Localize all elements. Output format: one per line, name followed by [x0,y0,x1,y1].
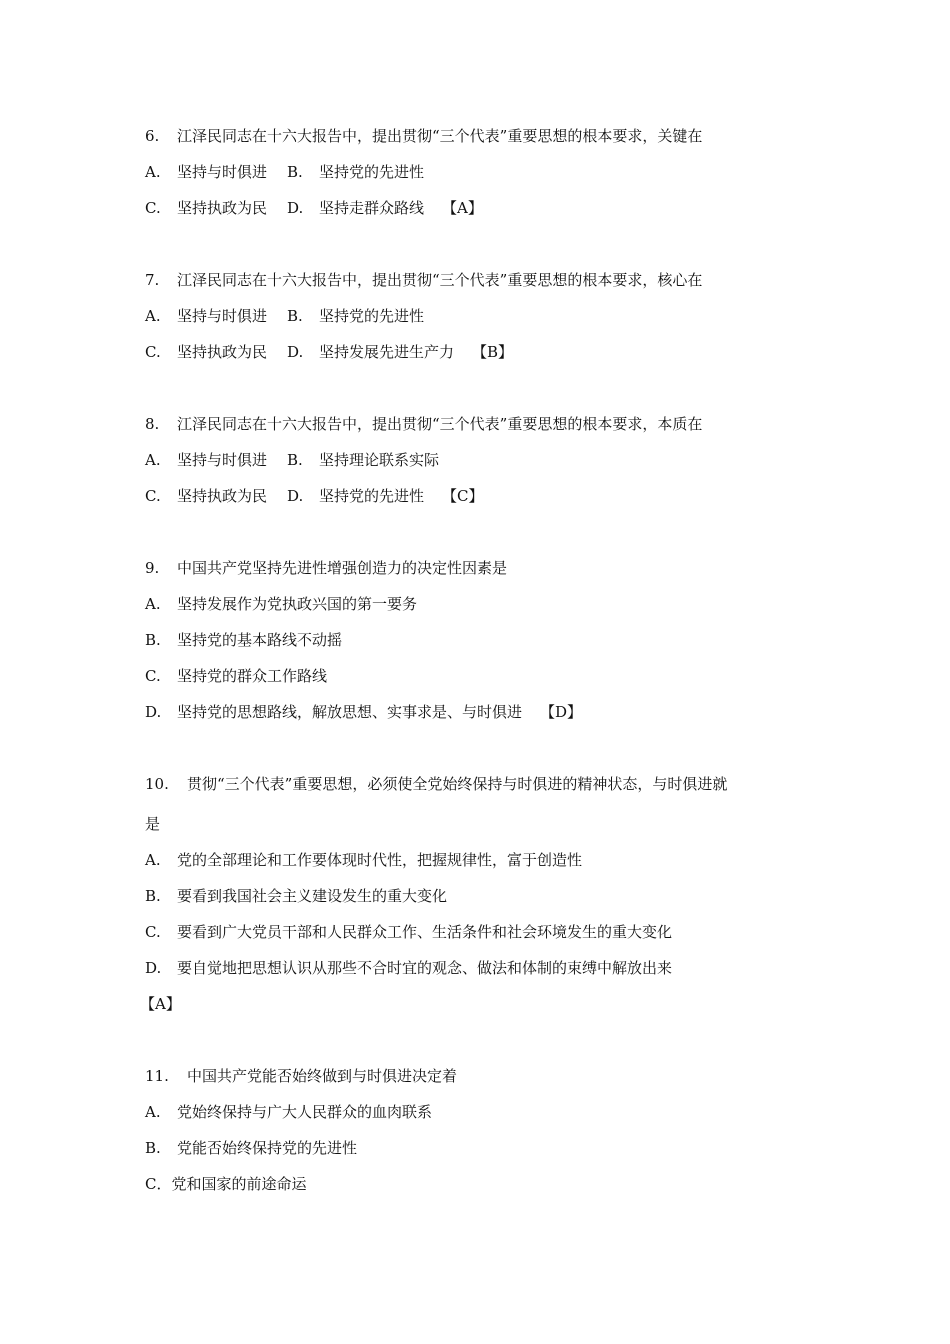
question-7-options-ab: A. 坚持与时俱进 B. 坚持党的先进性 [145,307,425,325]
question-7-stem: 7. 江泽民同志在十六大报告中，提出贯彻“三个代表”重要思想的根本要求，核心在 [145,271,703,289]
question-11-option-b: B. 党能否始终保持党的先进性 [145,1139,358,1157]
question-8-options-cd: C. 坚持执政为民 D. 坚持党的先进性 【C】 [145,487,484,505]
question-9-option-c: C. 坚持党的群众工作路线 [145,667,328,685]
question-10-option-d: D. 要自觉地把思想认识从那些不合时宜的观念、做法和体制的束缚中解放出来 [145,959,673,977]
question-10-option-c: C. 要看到广大党员干部和人民群众工作、生活条件和社会环境发生的重大变化 [145,923,673,941]
question-6-options-cd: C. 坚持执政为民 D. 坚持走群众路线 【A】 [145,199,483,217]
question-7-options-cd: C. 坚持执政为民 D. 坚持发展先进生产力 【B】 [145,343,514,361]
question-9-option-a: A. 坚持发展作为党执政兴国的第一要务 [145,595,418,613]
question-6-options-ab: A. 坚持与时俱进 B. 坚持党的先进性 [145,163,425,181]
question-6-stem: 6. 江泽民同志在十六大报告中，提出贯彻“三个代表”重要思想的根本要求，关键在 [145,127,703,145]
question-10-stem-continued: 是 [145,815,161,833]
answer-mark: 【D】 [540,703,583,721]
question-10-answer [140,994,181,1014]
question-9-option-d: D. 坚持党的思想路线，解放思想、实事求是、与时俱进 【D】 [145,703,583,721]
answer-mark: 【C】 [442,487,484,505]
question-9-option-b: B. 坚持党的基本路线不动摇 [145,631,343,649]
question-11-option-a: A. 党始终保持与广大人民群众的血肉联系 [145,1103,433,1121]
question-10-option-a: A. 党的全部理论和工作要体现时代性，把握规律性，富于创造性 [145,851,583,869]
question-8-options-ab: A. 坚持与时俱进 B. 坚持理论联系实际 [145,451,440,469]
answer-mark: 【B】 [472,343,514,361]
question-10-option-b: B. 要看到我国社会主义建设发生的重大变化 [145,887,448,905]
question-10-stem: 10. 贯彻“三个代表”重要思想，必须使全党始终保持与时俱进的精神状态，与时俱进就 [145,775,728,793]
question-9-stem: 9. 中国共产党坚持先进性增强创造力的决定性因素是 [145,559,508,577]
question-11-option-c: C．党和国家的前途命运 [145,1175,307,1193]
answer-mark: 【A】 [442,199,483,217]
question-8-stem: 8. 江泽民同志在十六大报告中，提出贯彻“三个代表”重要思想的根本要求，本质在 [145,415,703,433]
question-11-stem: 11. 中国共产党能否始终做到与时俱进决定着 [145,1067,458,1085]
answer-mark: 【A】 [140,995,181,1013]
